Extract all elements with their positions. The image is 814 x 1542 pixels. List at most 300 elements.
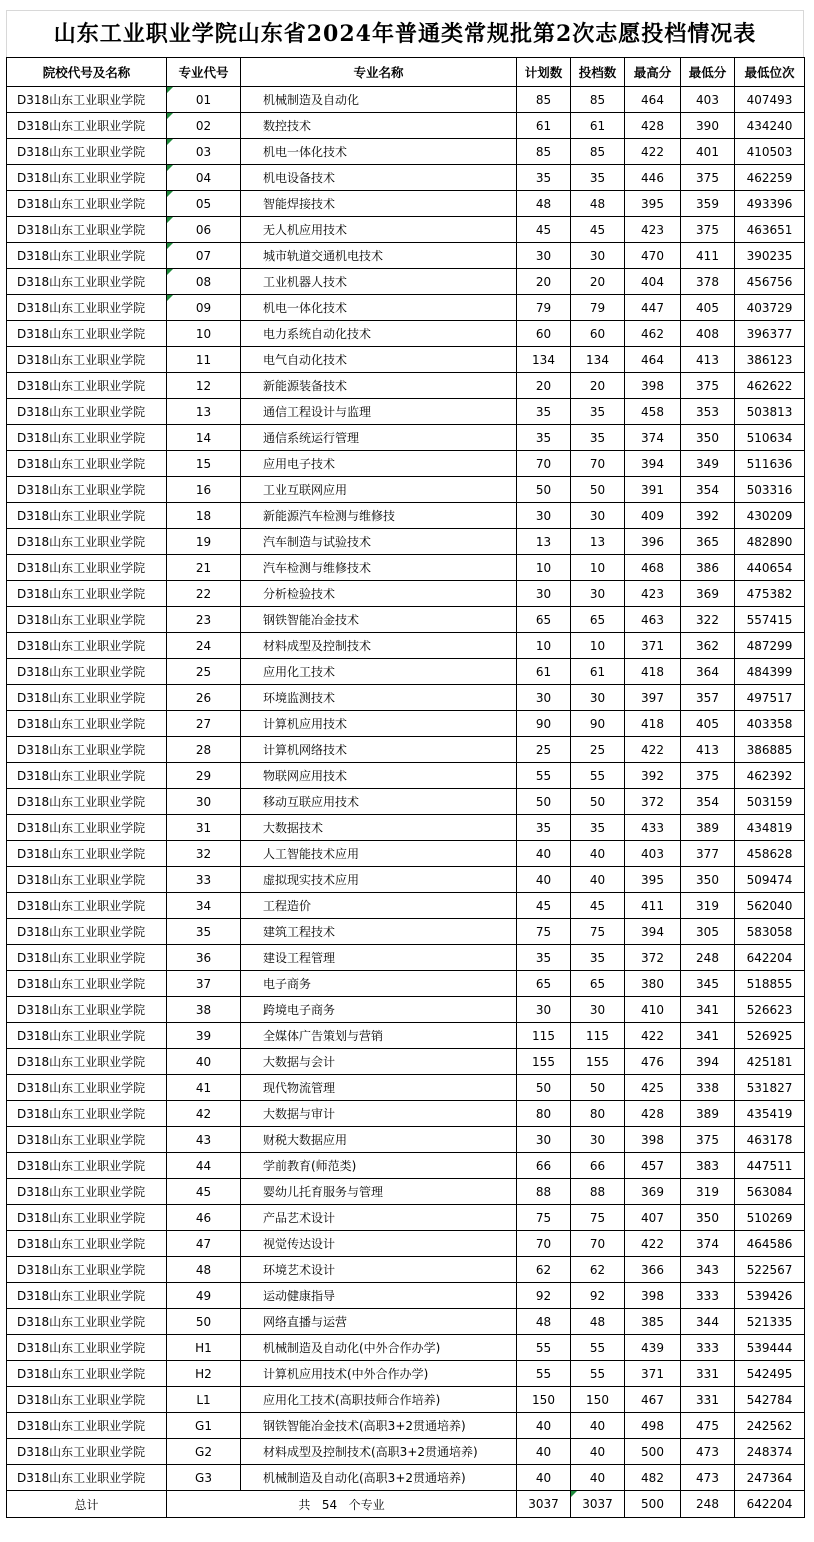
cell-min-rank: 248374 — [735, 1439, 805, 1465]
cell-admitted: 45 — [571, 217, 625, 243]
cell-major-code: G2 — [167, 1439, 241, 1465]
cell-admitted: 30 — [571, 1127, 625, 1153]
cell-max-score: 470 — [625, 243, 681, 269]
cell-major-code: 14 — [167, 425, 241, 451]
cell-school: D318山东工业职业学院 — [7, 1023, 167, 1049]
cell-school: D318山东工业职业学院 — [7, 945, 167, 971]
cell-admitted: 35 — [571, 945, 625, 971]
cell-max-score: 374 — [625, 425, 681, 451]
cell-school: D318山东工业职业学院 — [7, 555, 167, 581]
cell-school: D318山东工业职业学院 — [7, 737, 167, 763]
cell-min-rank: 456756 — [735, 269, 805, 295]
cell-min-rank: 462259 — [735, 165, 805, 191]
table-row — [7, 737, 805, 763]
cell-min-rank: 440654 — [735, 555, 805, 581]
cell-plan: 40 — [517, 1413, 571, 1439]
cell-plan: 10 — [517, 555, 571, 581]
cell-min-score: 333 — [681, 1283, 735, 1309]
cell-major-name: 应用化工技术(高职技师合作培养) — [241, 1387, 517, 1413]
cell-major-code: 39 — [167, 1023, 241, 1049]
cell-school: D318山东工业职业学院 — [7, 347, 167, 373]
cell-min-rank: 403729 — [735, 295, 805, 321]
cell-plan: 75 — [517, 1205, 571, 1231]
cell-max-score: 467 — [625, 1387, 681, 1413]
cell-major-code: 34 — [167, 893, 241, 919]
cell-min-rank: 562040 — [735, 893, 805, 919]
cell-min-score: 343 — [681, 1257, 735, 1283]
cell-admitted: 13 — [571, 529, 625, 555]
cell-max-score: 418 — [625, 659, 681, 685]
cell-min-score: 359 — [681, 191, 735, 217]
cell-min-score: 413 — [681, 737, 735, 763]
table-row — [7, 87, 805, 113]
cell-major-name: 材料成型及控制技术(高职3+2贯通培养) — [241, 1439, 517, 1465]
cell-admitted: 40 — [571, 867, 625, 893]
cell-min-score: 473 — [681, 1439, 735, 1465]
table-row — [7, 477, 805, 503]
cell-major-code: 30 — [167, 789, 241, 815]
cell-major-name: 大数据与审计 — [241, 1101, 517, 1127]
table-row — [7, 1257, 805, 1283]
cell-min-score: 319 — [681, 893, 735, 919]
cell-major-code: 29 — [167, 763, 241, 789]
cell-min-rank: 430209 — [735, 503, 805, 529]
cell-max-score: 464 — [625, 347, 681, 373]
cell-min-rank: 642204 — [735, 945, 805, 971]
cell-max-score: 457 — [625, 1153, 681, 1179]
table-row — [7, 633, 805, 659]
cell-max-score: 403 — [625, 841, 681, 867]
cell-admitted: 30 — [571, 243, 625, 269]
cell-max-score: 464 — [625, 87, 681, 113]
cell-major-code: 31 — [167, 815, 241, 841]
cell-max-score: 398 — [625, 373, 681, 399]
cell-admitted: 20 — [571, 269, 625, 295]
cell-major-code: 07 — [167, 243, 241, 269]
cell-min-rank: 462392 — [735, 763, 805, 789]
cell-admitted: 79 — [571, 295, 625, 321]
cell-min-rank: 242562 — [735, 1413, 805, 1439]
cell-major-code: 41 — [167, 1075, 241, 1101]
cell-min-rank: 493396 — [735, 191, 805, 217]
cell-plan: 40 — [517, 1465, 571, 1491]
cell-min-rank: 464586 — [735, 1231, 805, 1257]
cell-max-score: 397 — [625, 685, 681, 711]
cell-major-name: 机械制造及自动化 — [241, 87, 517, 113]
cell-min-rank: 583058 — [735, 919, 805, 945]
cell-min-rank: 509474 — [735, 867, 805, 893]
cell-max-score: 404 — [625, 269, 681, 295]
table-row — [7, 139, 805, 165]
cell-major-code: G1 — [167, 1413, 241, 1439]
cell-school: D318山东工业职业学院 — [7, 295, 167, 321]
cell-max-score: 500 — [625, 1439, 681, 1465]
cell-admitted: 30 — [571, 685, 625, 711]
cell-school: D318山东工业职业学院 — [7, 477, 167, 503]
cell-max-score: 366 — [625, 1257, 681, 1283]
cell-school: D318山东工业职业学院 — [7, 113, 167, 139]
cell-plan: 85 — [517, 139, 571, 165]
cell-min-score: 389 — [681, 815, 735, 841]
cell-min-rank: 407493 — [735, 87, 805, 113]
cell-major-code: 12 — [167, 373, 241, 399]
cell-min-rank: 458628 — [735, 841, 805, 867]
cell-admitted: 75 — [571, 919, 625, 945]
cell-max-score: 428 — [625, 1101, 681, 1127]
cell-min-rank: 531827 — [735, 1075, 805, 1101]
cell-max-score: 482 — [625, 1465, 681, 1491]
cell-min-score: 369 — [681, 581, 735, 607]
cell-min-score: 375 — [681, 373, 735, 399]
cell-major-name: 材料成型及控制技术 — [241, 633, 517, 659]
cell-plan: 85 — [517, 87, 571, 113]
table-row — [7, 841, 805, 867]
cell-min-score: 375 — [681, 1127, 735, 1153]
cell-major-code: H1 — [167, 1335, 241, 1361]
cell-min-score: 338 — [681, 1075, 735, 1101]
cell-plan: 30 — [517, 581, 571, 607]
cell-plan: 55 — [517, 1361, 571, 1387]
cell-min-score: 345 — [681, 971, 735, 997]
cell-plan: 88 — [517, 1179, 571, 1205]
cell-school: D318山东工业职业学院 — [7, 919, 167, 945]
cell-max-score: 411 — [625, 893, 681, 919]
table-row — [7, 269, 805, 295]
cell-major-code: 01 — [167, 87, 241, 113]
cell-major-code: 47 — [167, 1231, 241, 1257]
cell-school: D318山东工业职业学院 — [7, 1231, 167, 1257]
header-admitted: 投档数 — [571, 58, 625, 87]
cell-min-rank: 434819 — [735, 815, 805, 841]
cell-max-score: 433 — [625, 815, 681, 841]
cell-major-code: 38 — [167, 997, 241, 1023]
header-min-score: 最低分 — [681, 58, 735, 87]
cell-school: D318山东工业职业学院 — [7, 1179, 167, 1205]
cell-min-rank: 522567 — [735, 1257, 805, 1283]
table-row — [7, 373, 805, 399]
cell-plan: 50 — [517, 789, 571, 815]
cell-major-code: 28 — [167, 737, 241, 763]
cell-min-rank: 521335 — [735, 1309, 805, 1335]
cell-plan: 35 — [517, 815, 571, 841]
cell-min-rank: 526925 — [735, 1023, 805, 1049]
cell-min-rank: 497517 — [735, 685, 805, 711]
cell-min-rank: 510269 — [735, 1205, 805, 1231]
cell-major-name: 计算机应用技术(中外合作办学) — [241, 1361, 517, 1387]
cell-major-name: 环境监测技术 — [241, 685, 517, 711]
cell-admitted: 40 — [571, 841, 625, 867]
cell-major-name: 数控技术 — [241, 113, 517, 139]
cell-major-name: 新能源汽车检测与维修技 — [241, 503, 517, 529]
cell-max-score: 395 — [625, 867, 681, 893]
cell-school: D318山东工业职业学院 — [7, 893, 167, 919]
table-row — [7, 425, 805, 451]
cell-min-score: 403 — [681, 87, 735, 113]
cell-max-score: 458 — [625, 399, 681, 425]
cell-plan: 61 — [517, 113, 571, 139]
cell-major-code: 33 — [167, 867, 241, 893]
header-min-rank: 最低位次 — [735, 58, 805, 87]
cell-plan: 20 — [517, 269, 571, 295]
cell-major-code: 11 — [167, 347, 241, 373]
cell-major-name: 无人机应用技术 — [241, 217, 517, 243]
cell-major-code: 04 — [167, 165, 241, 191]
table-row — [7, 1023, 805, 1049]
cell-school: D318山东工业职业学院 — [7, 633, 167, 659]
table-row — [7, 1049, 805, 1075]
cell-school: D318山东工业职业学院 — [7, 1257, 167, 1283]
cell-admitted: 90 — [571, 711, 625, 737]
cell-admitted: 66 — [571, 1153, 625, 1179]
cell-max-score: 372 — [625, 945, 681, 971]
header-plan: 计划数 — [517, 58, 571, 87]
cell-major-name: 现代物流管理 — [241, 1075, 517, 1101]
cell-school: D318山东工业职业学院 — [7, 425, 167, 451]
cell-plan: 90 — [517, 711, 571, 737]
cell-max-score: 409 — [625, 503, 681, 529]
cell-major-name: 电子商务 — [241, 971, 517, 997]
cell-max-score: 468 — [625, 555, 681, 581]
cell-admitted: 45 — [571, 893, 625, 919]
cell-school: D318山东工业职业学院 — [7, 1101, 167, 1127]
table-row — [7, 451, 805, 477]
table-row — [7, 1179, 805, 1205]
cell-school: D318山东工业职业学院 — [7, 1283, 167, 1309]
cell-major-code: 02 — [167, 113, 241, 139]
table-row — [7, 997, 805, 1023]
cell-min-rank: 475382 — [735, 581, 805, 607]
cell-major-name: 网络直播与运营 — [241, 1309, 517, 1335]
cell-min-rank: 482890 — [735, 529, 805, 555]
cell-min-score: 364 — [681, 659, 735, 685]
cell-min-score: 333 — [681, 1335, 735, 1361]
cell-min-score: 383 — [681, 1153, 735, 1179]
cell-max-score: 422 — [625, 1023, 681, 1049]
cell-plan: 115 — [517, 1023, 571, 1049]
cell-major-name: 建设工程管理 — [241, 945, 517, 971]
cell-max-score: 418 — [625, 711, 681, 737]
table-row — [7, 295, 805, 321]
admission-table — [6, 57, 805, 1518]
table-row — [7, 1335, 805, 1361]
cell-major-code: 36 — [167, 945, 241, 971]
cell-major-name: 应用电子技术 — [241, 451, 517, 477]
cell-min-score: 322 — [681, 607, 735, 633]
cell-admitted: 35 — [571, 815, 625, 841]
cell-major-code: 19 — [167, 529, 241, 555]
cell-max-score: 396 — [625, 529, 681, 555]
cell-major-name: 分析检验技术 — [241, 581, 517, 607]
cell-plan: 79 — [517, 295, 571, 321]
table-row — [7, 321, 805, 347]
cell-major-code: 10 — [167, 321, 241, 347]
cell-admitted: 75 — [571, 1205, 625, 1231]
header-major-name: 专业名称 — [241, 58, 517, 87]
cell-major-name: 工业机器人技术 — [241, 269, 517, 295]
cell-max-score: 476 — [625, 1049, 681, 1075]
cell-major-name: 工程造价 — [241, 893, 517, 919]
cell-max-score: 394 — [625, 919, 681, 945]
cell-admitted: 80 — [571, 1101, 625, 1127]
cell-min-rank: 503316 — [735, 477, 805, 503]
cell-school: D318山东工业职业学院 — [7, 191, 167, 217]
cell-min-score: 378 — [681, 269, 735, 295]
cell-max-score: 439 — [625, 1335, 681, 1361]
cell-min-rank: 526623 — [735, 997, 805, 1023]
cell-school: D318山东工业职业学院 — [7, 607, 167, 633]
cell-major-code: 24 — [167, 633, 241, 659]
total-count-value: 54 — [321, 1497, 338, 1512]
table-row — [7, 945, 805, 971]
cell-min-rank: 386123 — [735, 347, 805, 373]
cell-min-score: 341 — [681, 997, 735, 1023]
cell-admitted: 61 — [571, 659, 625, 685]
header-major-code: 专业代号 — [167, 58, 241, 87]
table-row — [7, 1075, 805, 1101]
cell-major-code: 45 — [167, 1179, 241, 1205]
cell-min-score: 341 — [681, 1023, 735, 1049]
cell-major-code: 40 — [167, 1049, 241, 1075]
cell-plan: 65 — [517, 971, 571, 997]
cell-school: D318山东工业职业学院 — [7, 139, 167, 165]
cell-min-score: 350 — [681, 867, 735, 893]
cell-min-rank: 484399 — [735, 659, 805, 685]
cell-major-code: 32 — [167, 841, 241, 867]
cell-school: D318山东工业职业学院 — [7, 399, 167, 425]
cell-major-name: 虚拟现实技术应用 — [241, 867, 517, 893]
cell-admitted: 10 — [571, 633, 625, 659]
cell-plan: 92 — [517, 1283, 571, 1309]
total-row — [7, 1491, 805, 1518]
table-row — [7, 1231, 805, 1257]
cell-admitted: 55 — [571, 1335, 625, 1361]
cell-admitted: 30 — [571, 503, 625, 529]
cell-max-score: 372 — [625, 789, 681, 815]
table-row — [7, 789, 805, 815]
total-label: 总计 — [7, 1491, 167, 1518]
table-row — [7, 1205, 805, 1231]
cell-plan: 30 — [517, 503, 571, 529]
cell-min-score: 357 — [681, 685, 735, 711]
cell-school: D318山东工业职业学院 — [7, 1049, 167, 1075]
cell-school: D318山东工业职业学院 — [7, 659, 167, 685]
table-row — [7, 1439, 805, 1465]
cell-major-code: 23 — [167, 607, 241, 633]
cell-major-code: 09 — [167, 295, 241, 321]
table-row — [7, 1283, 805, 1309]
table-row — [7, 893, 805, 919]
cell-min-score: 331 — [681, 1387, 735, 1413]
total-count-suffix: 个专业 — [348, 1497, 385, 1512]
cell-plan: 61 — [517, 659, 571, 685]
cell-plan: 30 — [517, 997, 571, 1023]
cell-major-name: 大数据技术 — [241, 815, 517, 841]
cell-major-code: 05 — [167, 191, 241, 217]
table-row — [7, 815, 805, 841]
cell-min-score: 394 — [681, 1049, 735, 1075]
cell-major-name: 汽车制造与试验技术 — [241, 529, 517, 555]
cell-school: D318山东工业职业学院 — [7, 165, 167, 191]
cell-major-code: H2 — [167, 1361, 241, 1387]
cell-max-score: 422 — [625, 737, 681, 763]
cell-plan: 30 — [517, 1127, 571, 1153]
cell-major-code: 49 — [167, 1283, 241, 1309]
cell-major-name: 环境艺术设计 — [241, 1257, 517, 1283]
cell-admitted: 92 — [571, 1283, 625, 1309]
cell-plan: 155 — [517, 1049, 571, 1075]
cell-admitted: 40 — [571, 1439, 625, 1465]
cell-plan: 25 — [517, 737, 571, 763]
cell-major-name: 人工智能技术应用 — [241, 841, 517, 867]
cell-school: D318山东工业职业学院 — [7, 711, 167, 737]
cell-school: D318山东工业职业学院 — [7, 1465, 167, 1491]
cell-major-code: 18 — [167, 503, 241, 529]
cell-min-rank: 563084 — [735, 1179, 805, 1205]
table-row — [7, 399, 805, 425]
cell-min-rank: 247364 — [735, 1465, 805, 1491]
cell-max-score: 428 — [625, 113, 681, 139]
table-row — [7, 867, 805, 893]
table-row — [7, 919, 805, 945]
cell-major-name: 计算机应用技术 — [241, 711, 517, 737]
cell-school: D318山东工业职业学院 — [7, 685, 167, 711]
cell-plan: 40 — [517, 841, 571, 867]
total-admitted: 3037 — [571, 1491, 625, 1518]
cell-major-name: 机械制造及自动化(高职3+2贯通培养) — [241, 1465, 517, 1491]
table-row — [7, 1413, 805, 1439]
cell-min-score: 354 — [681, 789, 735, 815]
cell-school: D318山东工业职业学院 — [7, 763, 167, 789]
cell-major-name: 产品艺术设计 — [241, 1205, 517, 1231]
cell-min-score: 411 — [681, 243, 735, 269]
cell-school: D318山东工业职业学院 — [7, 997, 167, 1023]
cell-major-code: 16 — [167, 477, 241, 503]
document-page — [6, 10, 804, 1518]
cell-admitted: 61 — [571, 113, 625, 139]
cell-max-score: 398 — [625, 1283, 681, 1309]
cell-admitted: 30 — [571, 997, 625, 1023]
table-row — [7, 113, 805, 139]
cell-min-rank: 487299 — [735, 633, 805, 659]
cell-admitted: 35 — [571, 425, 625, 451]
cell-max-score: 422 — [625, 1231, 681, 1257]
header-row — [7, 58, 805, 87]
cell-plan: 48 — [517, 191, 571, 217]
cell-min-rank: 539426 — [735, 1283, 805, 1309]
table-row — [7, 711, 805, 737]
total-count — [167, 1491, 517, 1518]
cell-major-name: 学前教育(师范类) — [241, 1153, 517, 1179]
table-row — [7, 685, 805, 711]
cell-max-score: 498 — [625, 1413, 681, 1439]
cell-min-score: 390 — [681, 113, 735, 139]
cell-major-name: 钢铁智能冶金技术(高职3+2贯通培养) — [241, 1413, 517, 1439]
cell-max-score: 392 — [625, 763, 681, 789]
cell-school: D318山东工业职业学院 — [7, 1127, 167, 1153]
cell-max-score: 369 — [625, 1179, 681, 1205]
cell-school: D318山东工业职业学院 — [7, 321, 167, 347]
cell-min-score: 365 — [681, 529, 735, 555]
cell-plan: 50 — [517, 477, 571, 503]
table-body — [7, 87, 805, 1491]
cell-min-rank: 390235 — [735, 243, 805, 269]
table-row — [7, 763, 805, 789]
cell-plan: 55 — [517, 1335, 571, 1361]
page-title: 山东工业职业学院山东省2024年普通类常规批第2次志愿投档情况表 — [6, 10, 804, 57]
cell-school: D318山东工业职业学院 — [7, 971, 167, 997]
cell-min-score: 375 — [681, 763, 735, 789]
cell-plan: 50 — [517, 1075, 571, 1101]
